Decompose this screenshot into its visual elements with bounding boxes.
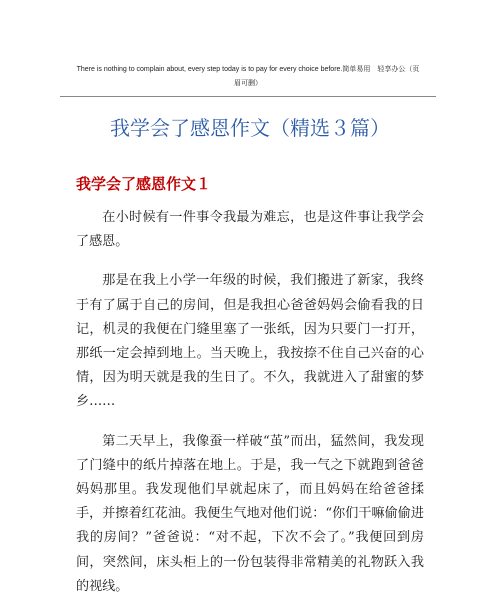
section-heading: 我学会了感恩作文１: [76, 175, 212, 193]
body-text: [76, 206, 424, 614]
document-title: 我学会了感恩作文（精选３篇）: [110, 116, 390, 140]
paragraph: 那是在我上小学一年级的时候，我们搬进了新家，我终于有了属于自己的房间，但是我担心爸爸妈妈会偷看我的日记，机灵的我便在门缝里塞了一张纸，因为只要门一打开，那纸一定会掉到地上。当天晚上，我按捺不住自己兴奋的心情，因为明天就是我的生日了。不久，我就进入了甜蜜的梦乡……: [76, 273, 424, 410]
header-line-2: 眉可删）: [234, 80, 262, 87]
header-divider: [60, 96, 436, 97]
paragraph: 第二天早上，我像蚕一样破“茧”而出，猛然间，我发现了门缝中的纸片掉落在地上。于是，我一气之下就跑到爸爸妈妈那里。我发现他们早就起床了，而且妈妈在给爸爸揉手，并擦着红花油。我便生气地对他们说：“你们干嘛偷偷进我的房间？”爸爸说：“对不起，下次不会了。”我便回到房间，突然间，床头柜上的一份包装得非常精美的礼物跃入我的视线。: [76, 433, 424, 594]
page-header: [60, 63, 436, 91]
paragraph: 在小时候有一件事令我最为难忘，也是这件事让我学会了感恩。: [76, 210, 424, 250]
header-line-1: There is nothing to complain about, every step today is to pay for every choice before.简单易用 轻享办公（页: [76, 66, 420, 73]
